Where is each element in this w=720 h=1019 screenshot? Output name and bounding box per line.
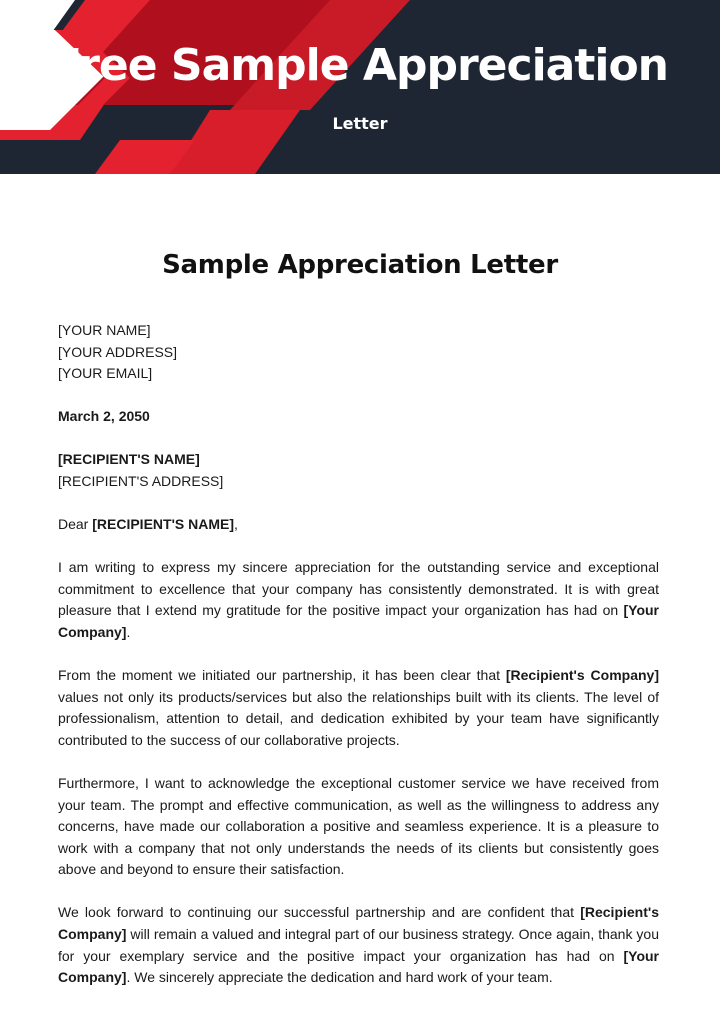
sender-name: [YOUR NAME] — [58, 322, 151, 338]
banner-subtitle: Letter — [332, 114, 388, 133]
paragraph-4-middle: will remain a valued and integral part of our business strategy. Once again, thank you for your exemplary service and the positive impact your organization has had on — [58, 925, 659, 964]
paragraph-3-text: Furthermore, I want to acknowledge the exceptional customer service we have received from your team. The prompt and effective communication, as well as the willingness to address any concerns, have made our collaboration a positive and seamless experience. It is a pleasure to work with a company that not only understands the needs of its clients but consistently goes above and beyond to ensure their satisfaction. — [58, 774, 659, 878]
paragraph-4-end: . We sincerely appreciate the dedication and hard work of your team. — [126, 969, 553, 986]
salutation-name: [RECIPIENT'S NAME] — [92, 516, 235, 533]
salutation — [58, 514, 659, 536]
paragraph-2 — [58, 665, 659, 751]
letter-body — [58, 320, 659, 989]
sender-block — [58, 320, 659, 385]
paragraph-4 — [58, 902, 659, 988]
paragraph-1-company: [Your Company] — [58, 602, 659, 640]
salutation-suffix: , — [234, 516, 238, 533]
paragraph-4-text: We look forward to continuing our successful partnership and are confident that — [58, 904, 581, 921]
salutation-prefix: Dear — [58, 516, 93, 533]
banner-title: Free Sample Appreciation — [51, 40, 669, 91]
paragraph-2-text: From the moment we initiated our partnership, it has been clear that — [58, 667, 506, 684]
paragraph-1-text: I am writing to express my sincere appreciation for the outstanding service and exceptional commitment to excellence that your company has consistently demonstrated. It is with great pleasure that I extend my gratitude for the positive impact your organization has had on — [58, 559, 659, 619]
document-title: Sample Appreciation Letter — [162, 250, 558, 280]
recipient-block — [58, 449, 659, 492]
paragraph-2-rest: values not only its products/services but also the relationships built with its clients. The level of professionalism, attention to detail, and dedication exhibited by your team have significantly contributed to the success of our collaborative projects. — [58, 688, 659, 748]
paragraph-2-company: [Recipient's Company] — [505, 667, 659, 684]
paragraph-4-your-company: [Your Company] — [58, 947, 659, 986]
header-banner — [0, 0, 720, 174]
recipient-name: [RECIPIENT'S NAME] — [58, 451, 200, 468]
paragraph-3 — [58, 773, 659, 881]
letter-date: March 2, 2050 — [58, 408, 150, 425]
recipient-address: [RECIPIENT'S ADDRESS] — [58, 472, 224, 489]
paragraph-1 — [58, 557, 659, 643]
paragraph-1-end: . — [126, 623, 131, 640]
sender-address: [YOUR ADDRESS] — [58, 343, 178, 360]
paragraph-4-company: [Recipient's Company] — [58, 904, 659, 942]
sender-email: [YOUR EMAIL] — [58, 365, 153, 382]
